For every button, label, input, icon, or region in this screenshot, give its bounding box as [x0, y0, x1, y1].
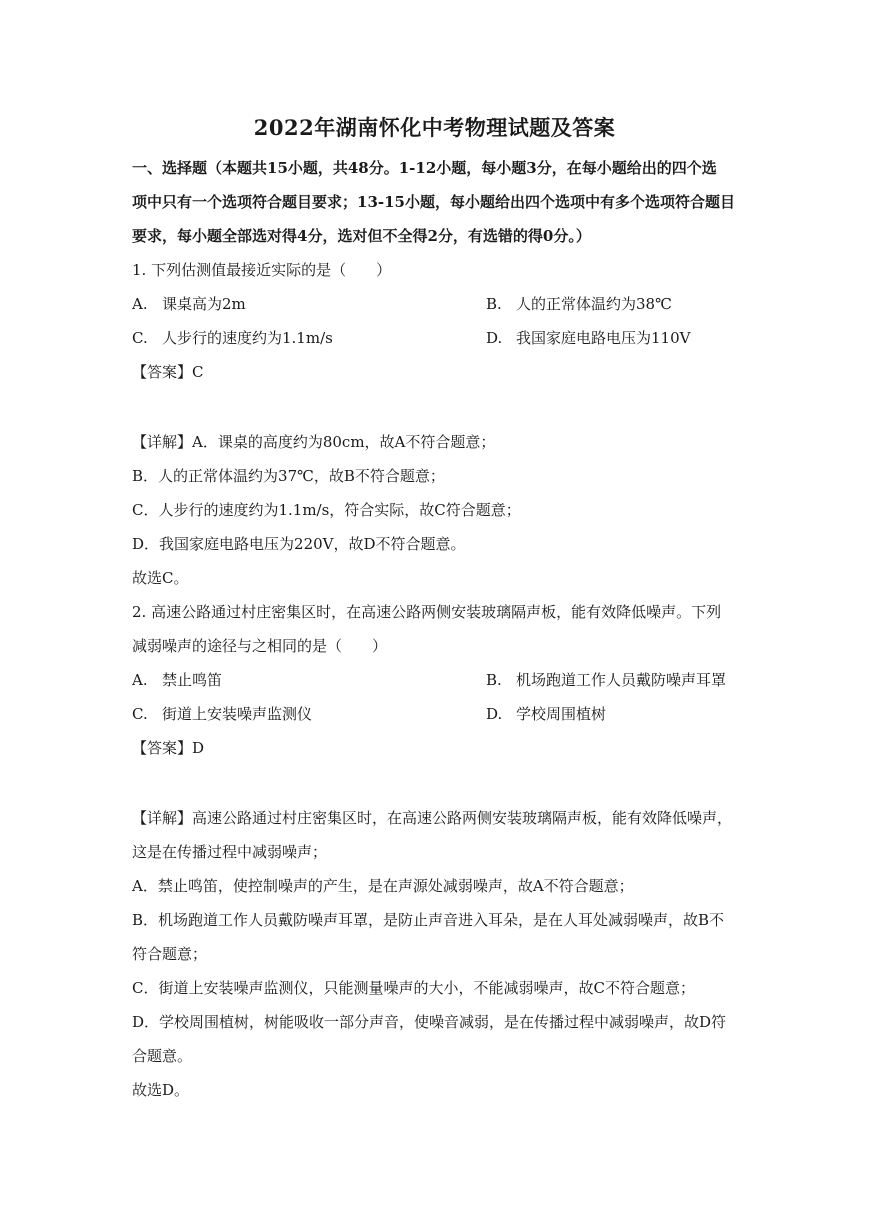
q2-explanation-line: C．街道上安装噪声监测仪，只能测量噪声的大小，不能减弱噪声，故C不符合题意；	[132, 979, 695, 997]
option-letter: D.	[486, 329, 503, 347]
q1-option-c	[132, 328, 333, 348]
option-letter: B.	[486, 671, 502, 689]
q1-option-a	[132, 294, 246, 314]
option-text: 禁止鸣笛	[162, 671, 223, 689]
section-header-line: 一、选择题（本题共15小题，共48分。1-12小题，每小题3分，在每小题给出的四个选	[132, 159, 717, 177]
option-text: 机场跑道工作人员戴防噪声耳罩	[516, 671, 727, 689]
q2-explanation-line: 这是在传播过程中减弱噪声；	[132, 843, 328, 861]
q1-conclusion: 故选C。	[132, 569, 189, 587]
q2-explanation-line: D．学校周围植树，树能吸收一部分声音，使噪音减弱，是在传播过程中减弱噪声，故D符	[132, 1013, 727, 1031]
q1-option-d	[486, 328, 690, 348]
option-letter: D.	[486, 705, 503, 723]
q2-conclusion: 故选D。	[132, 1081, 190, 1099]
section-header-line: 项中只有一个选项符合题目要求；13-15小题，每小题给出四个选项中有多个选项符合题目	[132, 193, 735, 211]
q1-explanation-line: 【详解】A．课桌的高度约为80cm，故A不符合题意；	[132, 433, 496, 451]
q1-explanation-line: C．人步行的速度约为1.1m/s，符合实际，故C符合题意；	[132, 501, 521, 519]
question-2-stem: 2. 高速公路通过村庄密集区时，在高速公路两侧安装玻璃隔声板，能有效降低噪声。下列	[132, 603, 722, 621]
option-letter: A.	[132, 671, 148, 689]
option-letter: B.	[486, 295, 502, 313]
option-letter: C.	[132, 329, 148, 347]
q2-option-a	[132, 670, 222, 690]
option-text: 课桌高为2m	[162, 295, 246, 313]
q1-option-b	[486, 294, 672, 314]
section-header-line: 要求，每小题全部选对得4分，选对但不全得2分，有选错的得0分。）	[132, 227, 591, 245]
option-text: 人步行的速度约为1.1m/s	[162, 329, 333, 347]
option-letter: A.	[132, 295, 148, 313]
option-text: 我国家庭电路电压为110V	[516, 329, 691, 347]
q2-explanation-line: A．禁止鸣笛，使控制噪声的产生，是在声源处减弱噪声，故A不符合题意；	[132, 877, 634, 895]
q2-explanation-line: 合题意。	[132, 1047, 193, 1065]
question-2-stem: 减弱噪声的途径与之相同的是（ ）	[132, 637, 388, 655]
option-text: 人的正常体温约为38℃	[516, 295, 672, 313]
q1-explanation-line: B．人的正常体温约为37℃，故B不符合题意；	[132, 467, 445, 485]
q1-explanation-line: D．我国家庭电路电压为220V，故D不符合题意。	[132, 535, 466, 553]
q2-answer: 【答案】D	[132, 739, 205, 757]
q1-answer: 【答案】C	[132, 363, 204, 381]
option-text: 学校周围植树	[516, 705, 607, 723]
option-text: 街道上安装噪声监测仪	[162, 705, 313, 723]
q2-option-d	[486, 704, 606, 724]
question-1-stem: 1. 下列估测值最接近实际的是（ ）	[132, 261, 392, 279]
document-title: 2022年湖南怀化中考物理试题及答案	[253, 115, 616, 140]
q2-option-b	[486, 670, 726, 690]
q2-option-c	[132, 704, 312, 724]
q2-explanation-line: B．机场跑道工作人员戴防噪声耳罩，是防止声音进入耳朵，是在人耳处减弱噪声，故B不	[132, 911, 725, 929]
option-letter: C.	[132, 705, 148, 723]
q2-explanation-line: 符合题意；	[132, 945, 208, 963]
q2-explanation-line: 【详解】高速公路通过村庄密集区时，在高速公路两侧安装玻璃隔声板，能有效降低噪声，	[132, 809, 733, 827]
